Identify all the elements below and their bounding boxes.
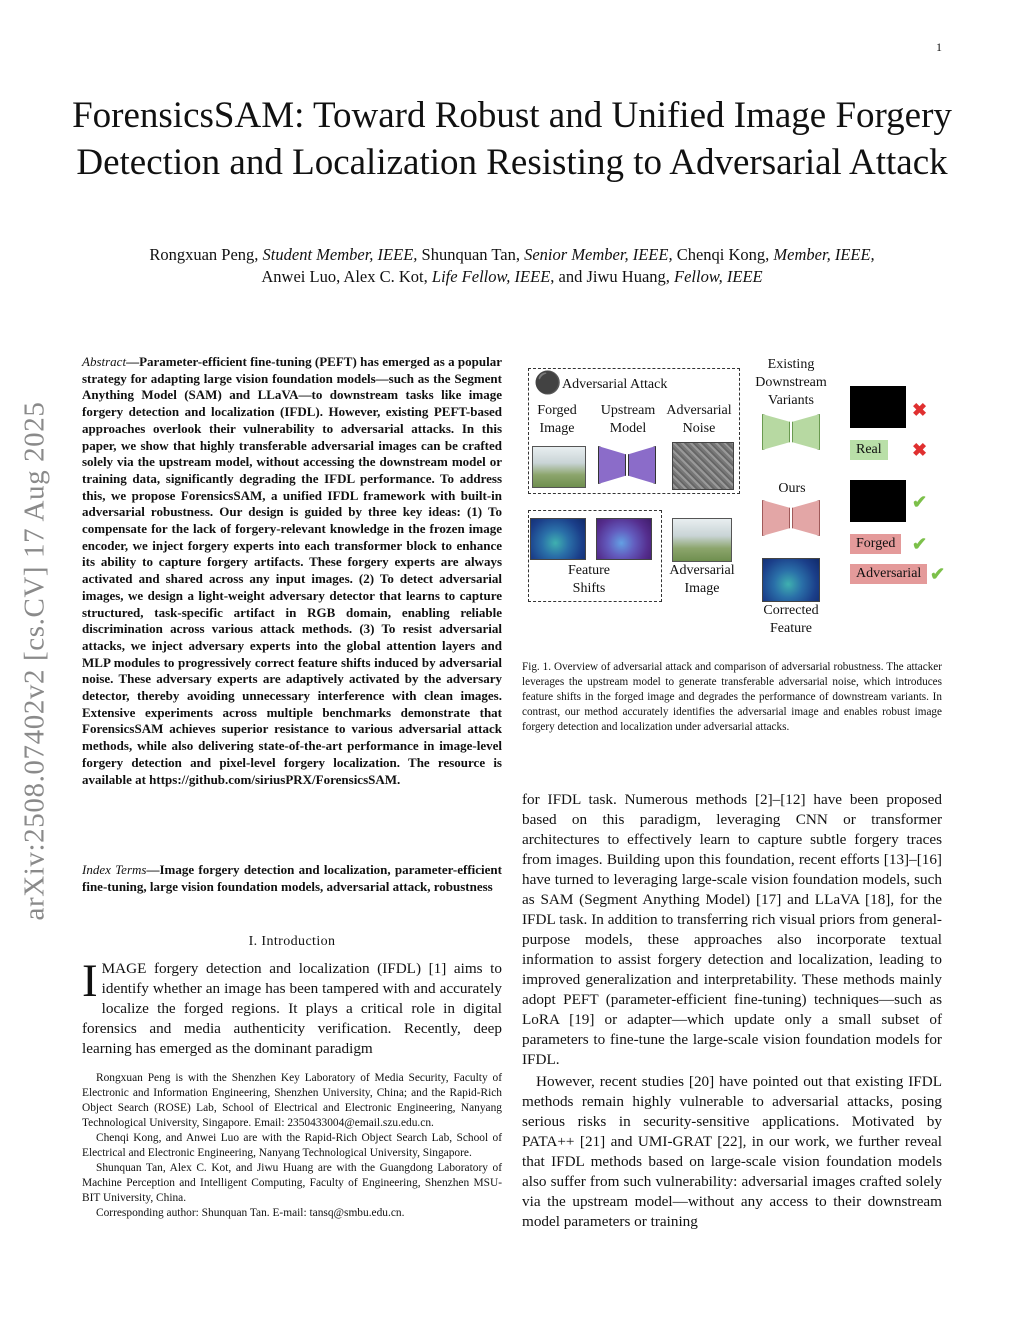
check-icon: ✔ bbox=[912, 492, 928, 512]
fail-icon: ✖ bbox=[912, 440, 928, 460]
abstract: Abstract—Parameter-efficient fine-tuning (PEFT) has emerged as a popular strategy for adapting large vision foundation models—such as the Segment Anything Model (SAM) and LLaVA—to downstream tasks like image forgery detection and localization (IFDL). However, existing PEFT-based approaches overlook their vulnerability to adversarial attacks. In this paper, we show that highly transferable adversarial images can be crafted solely via the upstream model, without accessing the downstream model or training data, significantly degrading the IFDL performance. To address this, we propose ForensicsSAM, a unified IFDL framework with built-in adversarial robustness. Our design is guided by three key ideas: (1) To compensate for the lack of forgery-relevant knowledge in the frozen image encoder, we inject forgery experts into each transformer block to enhance its ability to capture forgery artifacts. These forgery experts are always activated and shared across any input images. (2) To detect adversarial images, we design a light-weight adversary detector that learns to capture structured, task-specific artifact in RGB domain, enabling reliable discrimination across various attack methods. (3) To resist adversarial attacks, we inject adversary experts into the global attention layers and MLP modules to progressively correct feature shifts induced by adversarial noise. These adversary experts are adaptively activated by the adversary detector, thereby avoiding unnecessary interference with clean images. Extensive experiments across multiple benchmarks demonstrate that ForensicsSAM achieves superior resistance to various adversarial attack methods, while also delivering state-of-the-art performance in image-level forgery detection and pixel-level forgery localization. The resource is available at https://github.com/siriusPRX/ForensicsSAM. bbox=[82, 354, 502, 787]
authors-line-2: Anwei Luo, Alex C. Kot, Life Fellow, IEEE, and Jiwu Huang, Fellow, IEEE bbox=[261, 267, 763, 286]
label-adversarial-noise: Adversarial Noise bbox=[666, 403, 732, 436]
check-icon: ✔ bbox=[930, 564, 946, 584]
ours-mask bbox=[850, 480, 906, 522]
footnotes bbox=[82, 1071, 502, 1221]
label-feature-shifts: Feature Shifts bbox=[568, 563, 610, 596]
devil-icon: ⚫ bbox=[534, 370, 562, 395]
label-ours: Ours bbox=[778, 481, 806, 496]
existing-mask bbox=[850, 386, 906, 428]
arxiv-stamp: arXiv:2508.07402v2 [cs.CV] 17 Aug 2025 bbox=[18, 401, 51, 921]
tag-real: Real bbox=[850, 440, 888, 460]
noise-thumb bbox=[672, 442, 734, 490]
forged-image-thumb bbox=[532, 446, 586, 488]
drop-cap: I bbox=[82, 955, 98, 1007]
existing-encoder bbox=[762, 414, 790, 450]
label-adversarial-image: Adversarial Image bbox=[669, 563, 735, 596]
label-existing-variants: Existing Downstream Variants bbox=[755, 357, 827, 408]
corrected-feature-map bbox=[762, 558, 820, 602]
intro-paragraph: IMAGE forgery detection and localization (IFDL) [1] aims to identify whether an image has been tampered with and accurately localize the forged regions. It plays a critical role in digital forensics and media authenticity verification. Recently, deep learning has emerged as the dominant paradigm bbox=[82, 955, 502, 1057]
fail-icon: ✖ bbox=[912, 400, 928, 420]
check-icon: ✔ bbox=[912, 534, 928, 554]
footnote: Corresponding author: Shunquan Tan. E-mail: tansq@smbu.edu.cn. bbox=[96, 1207, 405, 1219]
paper-title: ForensicsSAM: Toward Robust and Unified Image Forgery Detection and Localization Resisting to Adversarial Attack bbox=[72, 95, 952, 183]
footnote: Chenqi Kong, and Anwei Luo are with the Rapid-Rich Object Search Lab, School of Electrical and Electronic Engineering, Nanyang Technological University, Singapore. bbox=[82, 1132, 502, 1159]
authors-line-1: Rongxuan Peng, Student Member, IEEE, Shunquan Tan, Senior Member, IEEE, Chenqi Kong, Member, IEEE, bbox=[149, 245, 875, 264]
label-corrected-feature: Corrected Feature bbox=[763, 603, 819, 636]
footnote: Rongxuan Peng is with the Shenzhen Key Laboratory of Media Security, Faculty of Electronic and Information Engineering, Shenzhen University, China; and the Rapid-Rich Object Search (ROSE) Lab, School of Electrical and Electronic Engineering, Nanyang Technological University, Singapore. Email: 2350433004@email.szu.edu.cn. bbox=[82, 1072, 502, 1129]
ours-encoder bbox=[762, 500, 790, 536]
existing-decoder bbox=[792, 414, 820, 450]
figure-1 bbox=[522, 352, 952, 642]
tag-forged: Forged bbox=[850, 534, 901, 554]
label-forged-image: Forged Image bbox=[537, 403, 577, 436]
right-column-text bbox=[522, 790, 942, 1232]
label-adversarial-attack: Adversarial Attack bbox=[562, 377, 668, 392]
ours-decoder bbox=[792, 500, 820, 536]
footnote: Shunquan Tan, Alex C. Kot, and Jiwu Huang are with the Guangdong Laboratory of Machine Perception and Intelligent Computing, Faculty of Engineering, Shenzhen MSU-BIT University, China. bbox=[82, 1162, 502, 1204]
feature-map-clean bbox=[530, 518, 586, 560]
adversarial-image-thumb bbox=[672, 518, 732, 562]
figure-caption: Fig. 1. Overview of adversarial attack and comparison of adversarial robustness. The attacker leverages the upstream model to generate transferable adversarial noise, which introduces feature shifts in the forged image and degrades the performance of downstream variants. In contrast, our method accurately identifies the adversarial image and enables robust image forgery detection and localization under adversarial attacks. bbox=[522, 661, 942, 733]
section-heading: I. Introduction bbox=[248, 934, 336, 949]
page-number: 1 bbox=[936, 40, 942, 54]
feature-map-shifted bbox=[596, 518, 652, 560]
paragraph: for IFDL task. Numerous methods [2]–[12] have been proposed based on this paradigm, leveraging CNN or transformer architectures to effectively learn to capture subtle forgery traces from images. Building upon this foundation, recent efforts [13]–[16] have turned to leveraging large-scale vision foundation models, such as SAM (Segment Anything Model) [17] and LLaVA [18], for the IFDL task. In addition to transferring rich visual priors from general-purpose models, these approaches also incorporate textual information to assist forgery detection and localization, leading to improved generalization and interpretability. These methods mainly adopt PEFT (parameter-efficient fine-tuning) techniques—such as LoRA [19] or adapter—which update only a small subset of parameters to fine-tune the large-scale vision foundation models for IFDL. bbox=[522, 791, 942, 1068]
index-terms: Index Terms—Image forgery detection and localization, parameter-efficient fine-tuning, large vision foundation models, adversarial attack, robustness bbox=[82, 862, 502, 894]
author-list bbox=[60, 244, 964, 288]
paragraph: However, recent studies [20] have pointed out that existing IFDL methods remain highly vulnerable to adversarial attacks, posing serious risks in security-sensitive applications. Motivated by PATA++ [21] and UMI-GRAT [22], in our work, we further reveal that IFDL methods based on large-scale vision foundation models also suffer from such vulnerability: adversarial images crafted solely via the upstream model—without any access to their downstream model parameters or training bbox=[522, 1073, 942, 1230]
label-upstream-model: Upstream Model bbox=[600, 403, 656, 436]
tag-adversarial: Adversarial bbox=[850, 564, 927, 584]
